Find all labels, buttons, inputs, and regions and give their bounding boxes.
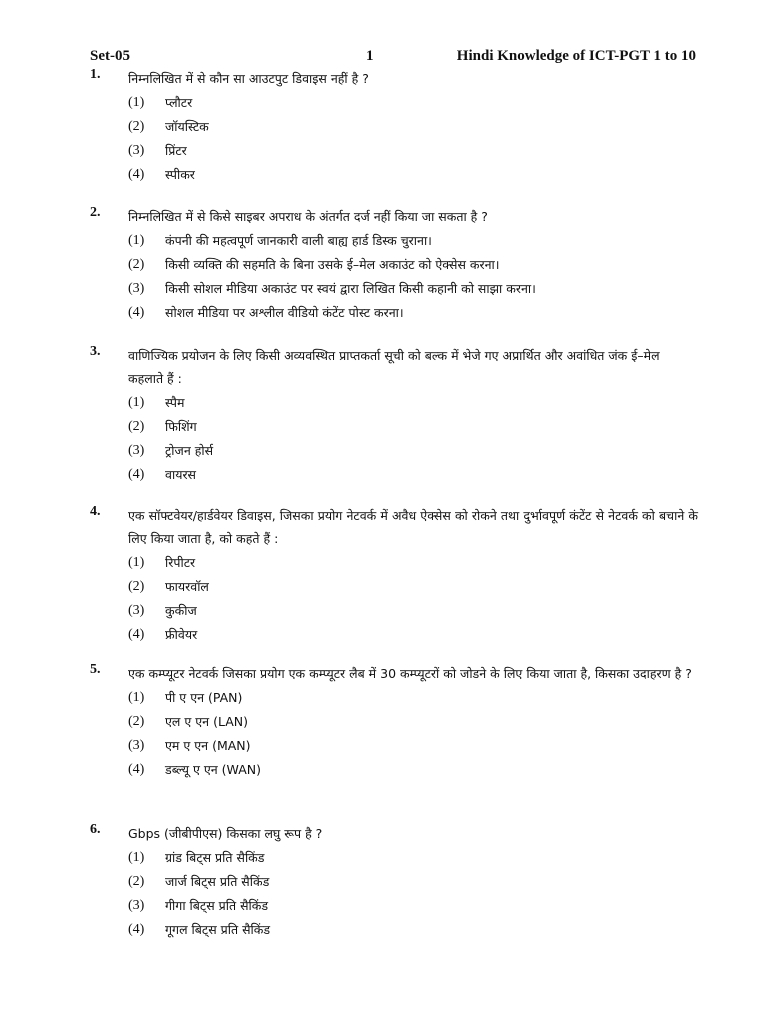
option-4 [90,463,698,487]
document-title: Hindi Knowledge of ICT-PGT 1 to 10 [456,48,696,64]
option-text: फ्रीवेयर [165,627,198,642]
option-number: (2) [128,257,145,272]
question-6 [90,822,698,942]
option-text: प्रिंटर [165,143,187,158]
option-number: (1) [128,95,145,110]
option-1 [90,846,698,870]
option-number: (1) [128,555,145,570]
question-number: 1. [90,67,101,82]
question-4 [90,504,698,647]
option-text: रिपीटर [165,555,196,570]
option-number: (4) [128,627,145,642]
question-text: Gbps (जीबीपीएस) किसका लघु रूप है ? [128,826,323,841]
set-label: Set-05 [90,48,130,64]
option-number: (4) [128,305,145,320]
option-text: कंपनी की महत्वपूर्ण जानकारी वाली बाह्य हार्ड डिस्क चुराना। [165,233,432,248]
option-text: एल ए एन (LAN) [165,714,248,729]
options-list [90,846,698,942]
option-number: (1) [128,233,145,248]
option-text: किसी व्यक्ति की सहमति के बिना उसके ई–मेल अकाउंट को ऐक्सेस करना। [165,257,500,272]
options-list [90,551,698,647]
option-text: प्लौटर [165,95,193,110]
option-text: जार्ज बिट्स प्रति सैकिंड [165,874,270,889]
option-number: (3) [128,143,145,158]
option-text: गीगा बिट्स प्रति सैकिंड [165,898,269,913]
option-number: (2) [128,419,145,434]
question-text: एक कम्प्यूटर नेटवर्क जिसका प्रयोग एक कम्प्यूटर लैब में 30 कम्प्यूटरों को जोडने के लिए किया जाता है, किसका उदाहरण है ? [128,666,692,681]
question-text: निम्नलिखित में से किसे साइबर अपराध के अंतर्गत दर्ज नहीं किया जा सकता है ? [128,209,488,224]
option-number: (4) [128,922,145,937]
option-3 [90,277,698,301]
page-number: 1 [366,48,374,64]
option-number: (3) [128,603,145,618]
option-number: (3) [128,443,145,458]
option-2 [90,575,698,599]
option-text: पी ए एन (PAN) [165,690,243,705]
question-text: वाणिज्यिक प्रयोजन के लिए किसी अव्यवस्थित प्राप्तकर्ता सूची को बल्क में भेजे गए अप्रार्थित और अवांधित जंक ई–मेल कहलाते हैं : [128,348,660,386]
option-2 [90,710,698,734]
option-number: (1) [128,850,145,865]
option-number: (2) [128,714,145,729]
option-3 [90,599,698,623]
options-list [90,391,698,487]
option-text: सोशल मीडिया पर अश्लील वीडियो कंटेंट पोस्ट करना। [165,305,404,320]
option-1 [90,91,698,115]
option-number: (3) [128,898,145,913]
option-number: (2) [128,579,145,594]
option-4 [90,163,698,187]
question-number: 6. [90,822,101,837]
option-number: (4) [128,762,145,777]
question-2 [90,205,698,325]
option-1 [90,686,698,710]
option-text: स्पीकर [165,167,195,182]
question-number: 3. [90,344,101,359]
options-list [90,229,698,325]
option-2 [90,115,698,139]
option-2 [90,415,698,439]
option-number: (2) [128,119,145,134]
option-1 [90,229,698,253]
option-4 [90,301,698,325]
option-4 [90,918,698,942]
option-4 [90,623,698,647]
option-1 [90,551,698,575]
option-text: किसी सोशल मीडिया अकाउंट पर स्वयं द्वारा लिखित किसी कहानी को साझा करना। [165,281,536,296]
options-list [90,686,698,782]
question-5 [90,662,698,782]
option-3 [90,439,698,463]
option-2 [90,870,698,894]
option-text: स्पैम [165,395,185,410]
option-text: गूगल बिट्स प्रति सैकिंड [165,922,271,937]
option-text: जॉयस्टिक [165,119,209,134]
option-number: (4) [128,167,145,182]
question-number: 2. [90,205,101,220]
option-number: (1) [128,690,145,705]
question-text: एक सॉफ्टवेयर/हार्डवेयर डिवाइस, जिसका प्रयोग नेटवर्क में अवैध ऐक्सेस को रोकने तथा दुर्भावपूर्ण कंटेंट से नेटवर्क को बचाने के लिए किया जाता है, को कहते हैं : [128,508,698,546]
option-3 [90,139,698,163]
option-3 [90,734,698,758]
option-1 [90,391,698,415]
option-number: (4) [128,467,145,482]
option-text: कुकीज [165,603,197,618]
question-1 [90,67,698,187]
option-4 [90,758,698,782]
option-text: एम ए एन (MAN) [165,738,251,753]
option-text: ट्रोजन होर्स [165,443,214,458]
option-number: (3) [128,281,145,296]
option-3 [90,894,698,918]
question-number: 4. [90,504,101,519]
option-text: वायरस [165,467,197,482]
option-text: ग्रांड बिट्स प्रति सैकिंड [165,850,265,865]
options-list [90,91,698,187]
question-text: निम्नलिखित में से कौन सा आउटपुट डिवाइस नहीं है ? [128,71,369,86]
question-3 [90,344,698,487]
option-number: (2) [128,874,145,889]
option-2 [90,253,698,277]
option-text: डब्ल्यू ए एन (WAN) [165,762,262,777]
question-number: 5. [90,662,101,677]
option-number: (1) [128,395,145,410]
option-text: फायरवॉल [165,579,209,594]
option-number: (3) [128,738,145,753]
option-text: फिशिंग [165,419,197,434]
